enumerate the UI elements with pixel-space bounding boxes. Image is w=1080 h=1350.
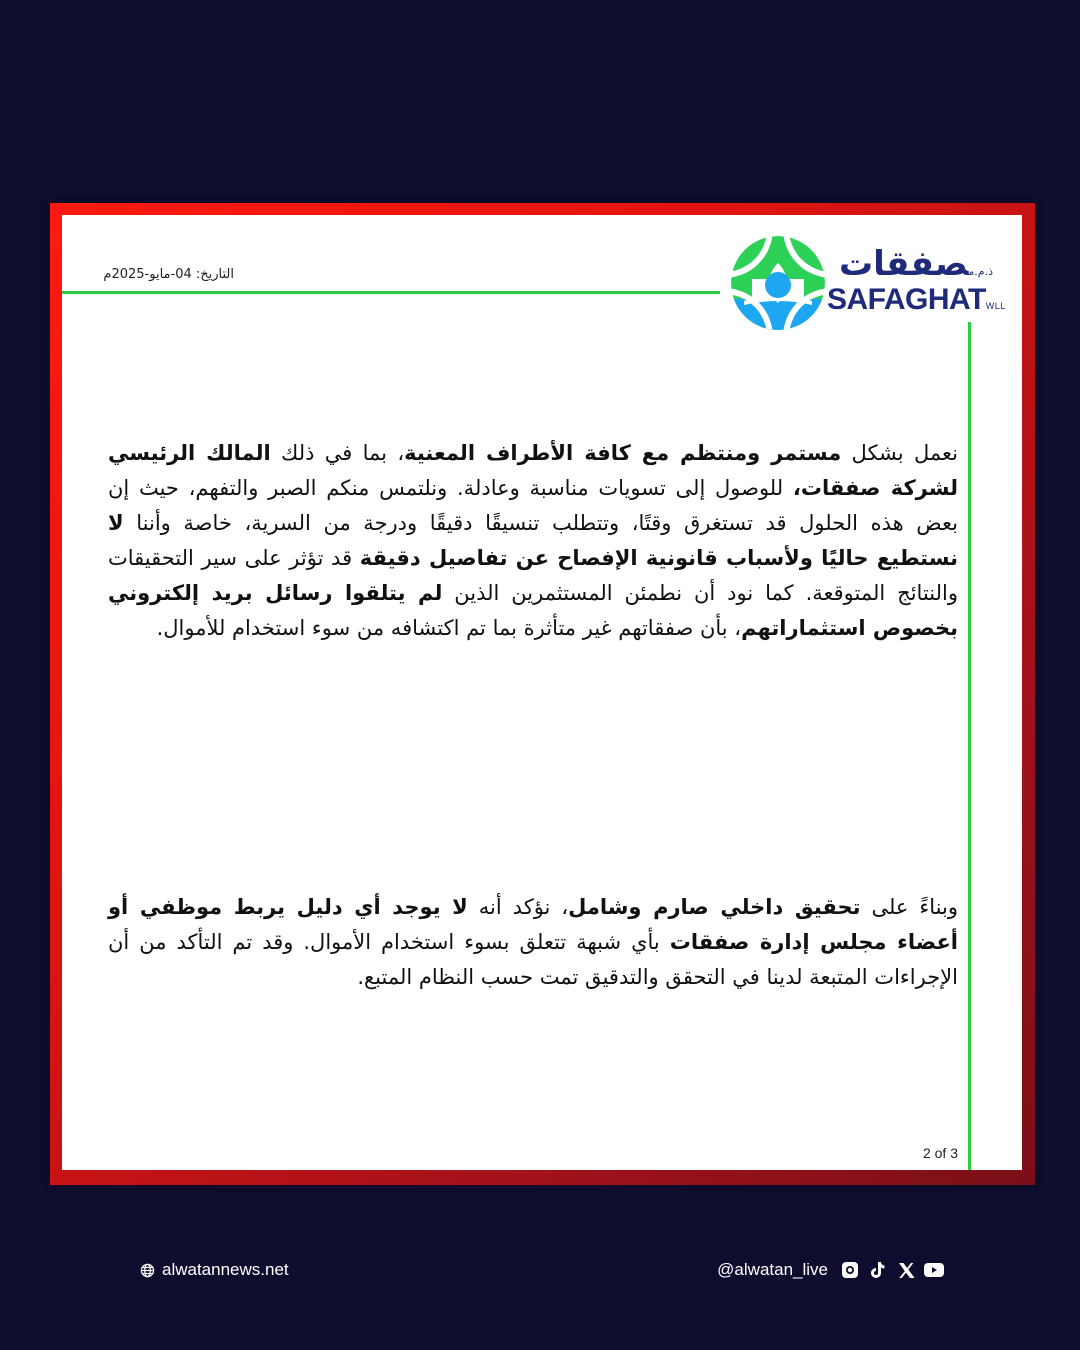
statement-paragraph-1 — [108, 436, 958, 646]
body-text: للوصول إلى تسويات مناسبة وعادلة. ونلتمس منكم الصبر والتفهم، حيث إن بعض هذه الحلول قد تستغرق وقتًا، وتتطلب تنسيقًا دقيقًا ودرجة من السرية، خاصة وأننا — [108, 476, 958, 535]
safaghat-logo-mark-icon — [730, 235, 826, 331]
emphasis-text: المالك الرئيسي لشركة صفقات، — [108, 441, 958, 500]
header-divider — [62, 291, 720, 294]
emphasis-text: لا نستطيع حاليًا ولأسباب قانونية الإفصاح عن تفاصيل دقيقة — [108, 511, 958, 570]
logo-arabic-text: صفقات — [839, 244, 969, 284]
emphasis-text: مستمر ومنتظم مع كافة الأطراف المعنية — [404, 441, 842, 465]
page-indicator: 2 of 3 — [922, 1145, 958, 1161]
instagram-icon[interactable] — [840, 1260, 860, 1280]
tiktok-icon[interactable] — [868, 1260, 888, 1280]
body-text: بأي شبهة تتعلق بسوء استخدام الأموال. وقد تم التأكد من أن الإجراءات المتبعة لدينا في التحقق والتدقيق تمت حسب النظام المتبع. — [108, 930, 958, 989]
body-text: ، نؤكد أنه — [467, 895, 569, 919]
website-url: alwatannews.net — [162, 1260, 289, 1279]
body-text: ، بما في ذلك — [270, 441, 405, 465]
website-link[interactable] — [137, 1260, 289, 1280]
document-page — [62, 215, 1022, 1170]
emphasis-text: تحقيق داخلي صارم وشامل — [568, 895, 861, 919]
body-text: قد تؤثر على سير التحقيقات والنتائج المتوقعة. كما نود أن نطمئن المستثمرين الذين — [108, 546, 958, 605]
emphasis-text: لم يتلقوا رسائل بريد إلكتروني بخصوص استثماراتهم — [108, 581, 958, 640]
safaghat-logo — [730, 235, 1010, 335]
logo-english-name — [827, 283, 1006, 323]
logo-arabic-suffix: ذ.م.م — [968, 265, 993, 278]
document-date: التاريخ: 04-مايو-2025م — [103, 267, 234, 282]
youtube-icon[interactable] — [924, 1260, 944, 1280]
body-text: ، بأن صفقاتهم غير متأثرة بما تم اكتشافه من سوء استخدام للأموال. — [156, 616, 742, 640]
side-accent-line — [968, 322, 971, 1170]
body-text: وبناءً على — [860, 895, 958, 919]
statement-paragraph-2 — [108, 890, 958, 995]
globe-icon — [137, 1260, 157, 1280]
emphasis-text: لا يوجد أي دليل يربط موظفي أو أعضاء مجلس إدارة صفقات — [108, 895, 959, 954]
logo-english-suffix: WLL — [985, 301, 1006, 311]
x-icon[interactable] — [896, 1260, 916, 1280]
logo-english-text: SAFAGHAT — [827, 283, 986, 316]
social-links — [717, 1260, 944, 1280]
body-text: نعمل بشكل — [841, 441, 958, 465]
social-handle[interactable]: @alwatan_live — [717, 1260, 828, 1279]
footer-bar — [0, 1258, 1080, 1288]
